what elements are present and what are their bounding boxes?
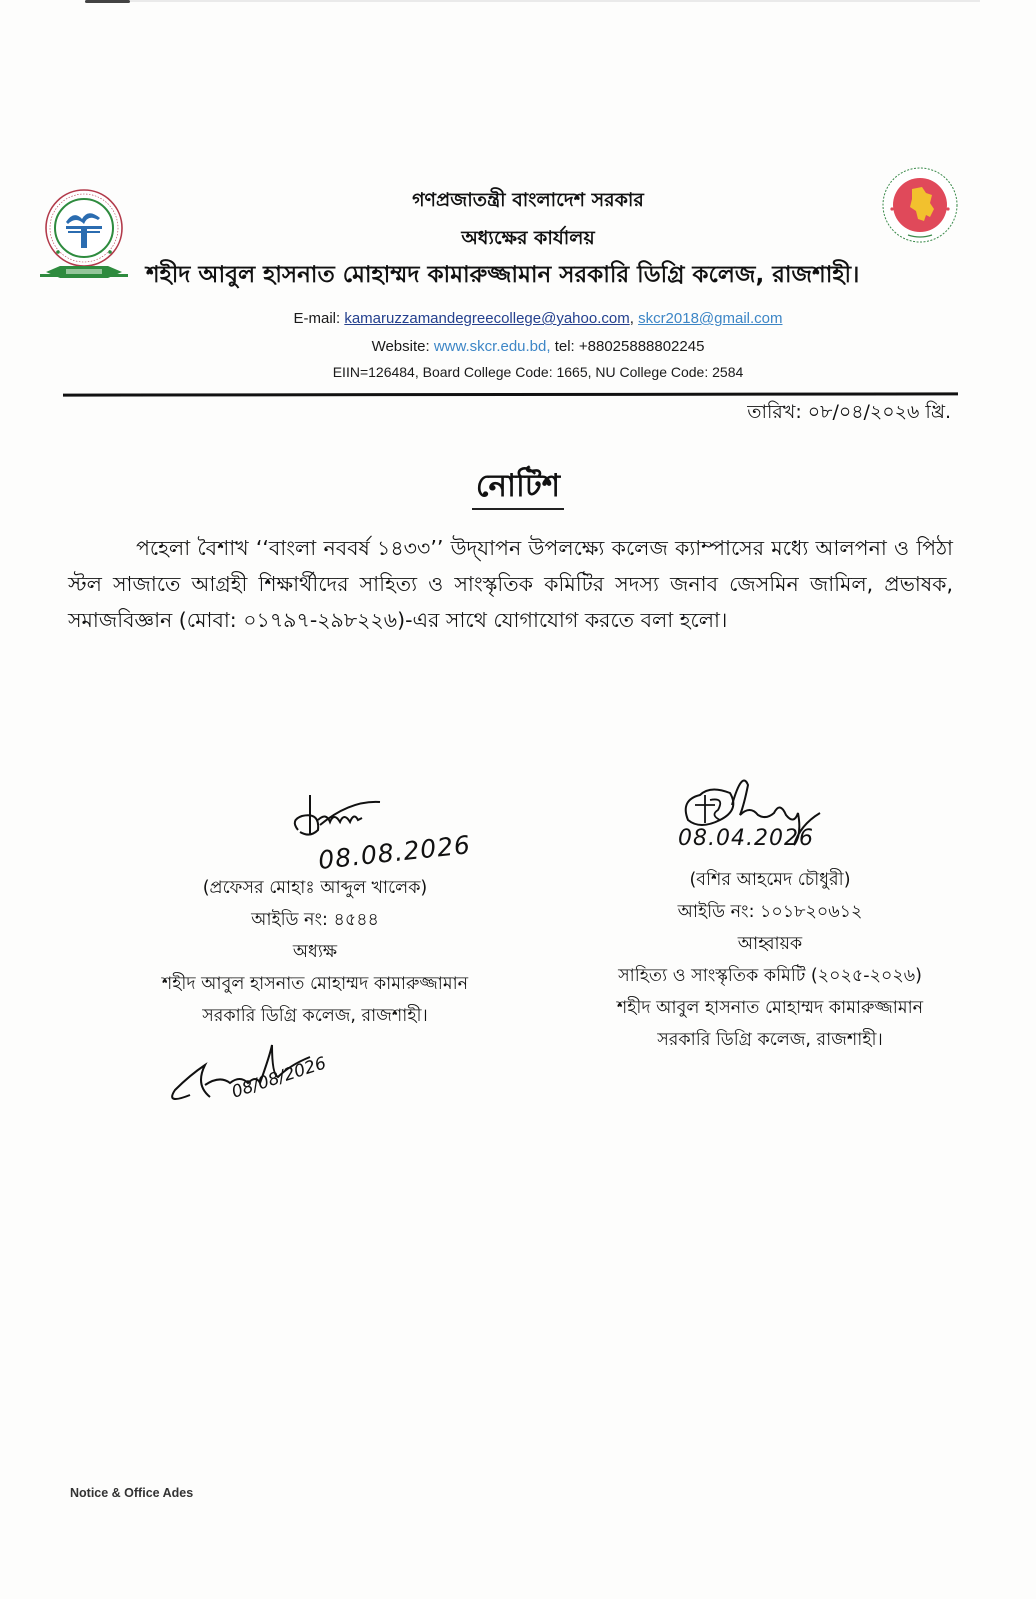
footer-note: Notice & Office Ades bbox=[70, 1486, 194, 1500]
email-separator: , bbox=[629, 310, 639, 327]
principal-institution-line2: সরকারি ডিগ্রি কলেজ, রাজশাহী। bbox=[202, 1006, 428, 1026]
institution-codes: EIIN=126484, Board College Code: 1665, NU College Code: 2584 bbox=[332, 364, 744, 380]
website-link[interactable]: www.skcr.edu.bd, bbox=[433, 338, 551, 355]
additional-signature-date: 08/08/2026 bbox=[229, 1053, 329, 1103]
principal-signature-block bbox=[105, 872, 525, 1032]
convener-id: আইডি নং: ১০১৮২০৬১২ bbox=[677, 902, 863, 922]
website-line bbox=[20, 338, 1036, 355]
convener-signature-block bbox=[560, 864, 980, 1056]
email-line bbox=[20, 310, 1036, 327]
header-divider bbox=[63, 392, 958, 396]
convener-designation: আহ্বায়ক bbox=[737, 934, 803, 954]
convener-institution-line2: সরকারি ডিগ্রি কলেজ, রাজশাহী। bbox=[657, 1030, 883, 1050]
college-name: শহীদ আবুল হাসনাত মোহাম্মদ কামারুজ্জামান সরকারি ডিগ্রি কলেজ, রাজশাহী। bbox=[146, 262, 860, 288]
principal-institution-line1: শহীদ আবুল হাসনাত মোহাম্মদ কামারুজ্জামান bbox=[161, 974, 469, 994]
notice-title bbox=[0, 462, 1036, 514]
convener-committee: সাহিত্য ও সাংস্কৃতিক কমিটি (২০২৫-২০২৬) bbox=[618, 966, 922, 986]
email-primary-link[interactable]: kamaruzzamandegreecollege@yahoo.com bbox=[344, 310, 630, 327]
convener-name: (বশির আহমেদ চৌধুরী) bbox=[689, 870, 851, 890]
principal-signature-date: 08.08.2026 bbox=[316, 830, 473, 875]
email-label: E-mail: bbox=[293, 310, 345, 327]
convener-institution-line1: শহীদ আবুল হাসনাত মোহাম্মদ কামারুজ্জামান bbox=[616, 998, 924, 1018]
scan-edge bbox=[130, 0, 980, 2]
principal-name: (প্রফেসর মোহাঃ আব্দুল খালেক) bbox=[202, 878, 428, 898]
email-secondary-link[interactable]: skcr2018@gmail.com bbox=[638, 310, 783, 327]
principal-designation: অধ্যক্ষ bbox=[292, 942, 338, 962]
principal-id: আইডি নং: ৪৫৪৪ bbox=[251, 910, 379, 930]
notice-date: তারিখ: ০৮/০৪/২০২৬ খ্রি. bbox=[747, 401, 951, 423]
office-heading: অধ্যক্ষের কার্যালয় bbox=[461, 227, 595, 249]
government-heading: গণপ্রজাতন্ত্রী বাংলাদেশ সরকার bbox=[412, 189, 644, 211]
telephone: tel: +88025888802245 bbox=[550, 338, 705, 355]
scan-artifact bbox=[85, 0, 130, 3]
convener-signature-date: 08.04.2026 bbox=[678, 826, 814, 851]
notice-body: পহেলা বৈশাখ ‘‘বাংলা নববর্ষ ১৪৩৩’’ উদ্‌যাপন উপলক্ষ্যে কলেজ ক্যাম্পাসের মধ্যে আলপনা ও পিঠা স্টল সাজাতে আগ্রহী শিক্ষার্থীদের সাহিত্য ও সাংস্কৃতিক কমিটির সদস্য জনাব জেসমিন জামিল, প্রভাষক, সমাজবিজ্ঞান (মোবা: ০১৭৯৭-২৯৮২২৬)-এর সাথে যোগাযোগ করতে বলা হলো। bbox=[68, 536, 953, 632]
notice-title-text: নোটিশ bbox=[472, 468, 564, 510]
website-label: Website: bbox=[371, 338, 434, 355]
